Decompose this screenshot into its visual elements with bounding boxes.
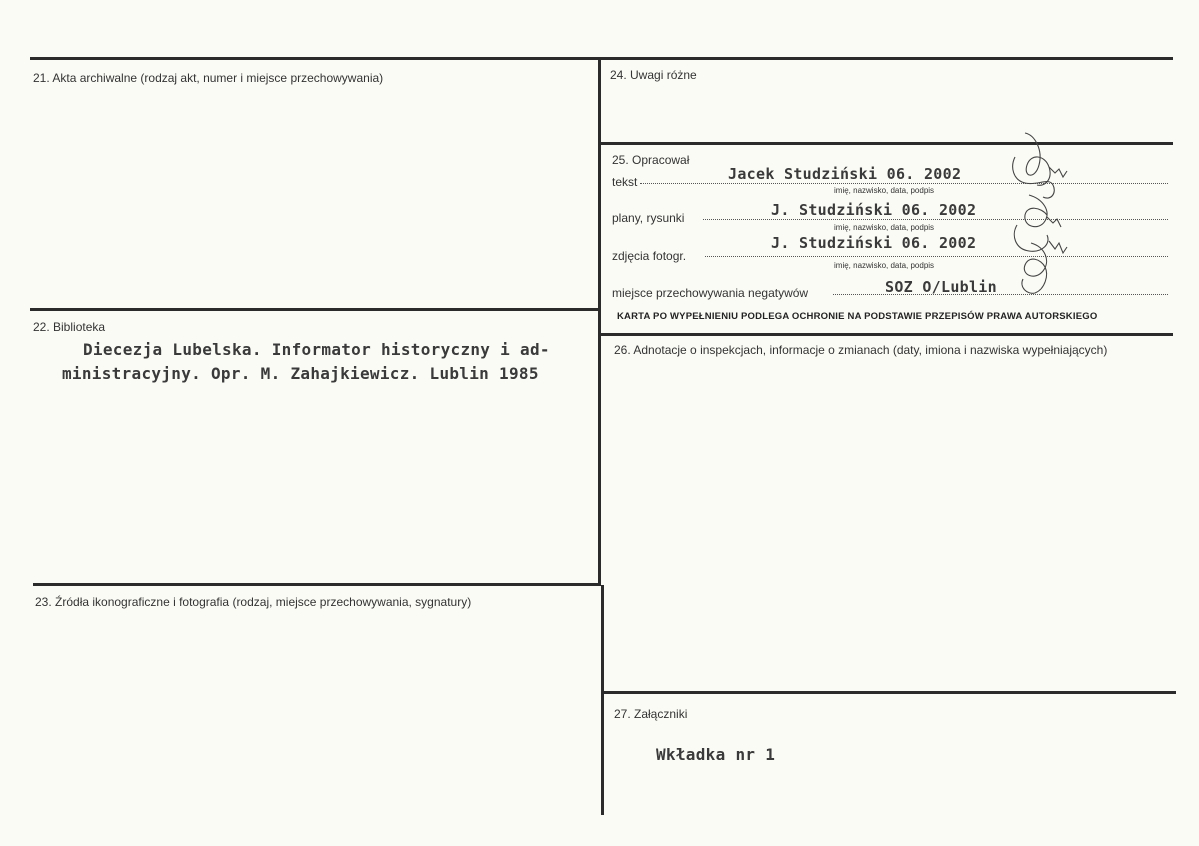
rule-24-25 <box>600 142 1173 145</box>
zdjecia-dotted-line <box>705 256 1168 257</box>
library-line-2: ministracyjny. Opr. M. Zahajkiewicz. Lublin 1985 <box>62 364 539 383</box>
tekst-label: tekst <box>612 175 638 189</box>
negatywy-dotted-line <box>833 294 1168 295</box>
library-line-1: Diecezja Lubelska. Informator historyczny i ad- <box>83 340 550 359</box>
section-22-label: 22. Biblioteka <box>33 320 106 334</box>
tekst-dotted-line <box>640 183 1168 184</box>
negatywy-value: SOZ O/Lublin <box>885 278 997 296</box>
top-rule <box>30 57 1173 60</box>
section-23-label: 23. Źródła ikonograficzne i fotografia (rodzaj, miejsce przechowywania, sygnatury) <box>35 595 472 609</box>
plany-caption: imię, nazwisko, data, podpis <box>834 223 935 232</box>
zdjecia-caption: imię, nazwisko, data, podpis <box>834 261 935 270</box>
signature-scribble <box>1005 125 1075 295</box>
plany-value: J. Studziński 06. 2002 <box>771 201 977 219</box>
section-27-label: 27. Załączniki <box>614 707 688 721</box>
rule-25-26 <box>600 333 1173 336</box>
zdjecia-value: J. Studziński 06. 2002 <box>771 234 977 252</box>
plany-label: plany, rysunki <box>612 211 685 225</box>
copyright-notice: KARTA PO WYPEŁNIENIU PODLEGA OCHRONIE NA PODSTAWIE PRZEPISÓW PRAWA AUTORSKIEGO <box>617 311 1098 322</box>
section-24-label: 24. Uwagi różne <box>610 68 697 82</box>
center-divider-lower <box>601 585 604 815</box>
center-divider-upper <box>598 57 601 585</box>
section-25-label: 25. Opracował <box>612 153 690 167</box>
section-26-label: 26. Adnotacje o inspekcjach, informacje o zmianach (daty, imiona i nazwiska wypełniających) <box>614 343 1108 357</box>
section-21-label: 21. Akta archiwalne (rodzaj akt, numer i miejsce przechowywania) <box>33 71 384 85</box>
tekst-caption: imię, nazwisko, data, podpis <box>834 186 935 195</box>
plany-dotted-line <box>703 219 1168 220</box>
zdjecia-label: zdjęcia fotogr. <box>612 249 687 263</box>
tekst-value: Jacek Studziński 06. 2002 <box>728 165 962 183</box>
rule-26-27 <box>603 691 1176 694</box>
attachments-value: Wkładka nr 1 <box>656 745 776 764</box>
rule-22-23 <box>33 583 601 586</box>
rule-21-22 <box>30 308 599 311</box>
negatywy-label: miejsce przechowywania negatywów <box>612 286 809 300</box>
